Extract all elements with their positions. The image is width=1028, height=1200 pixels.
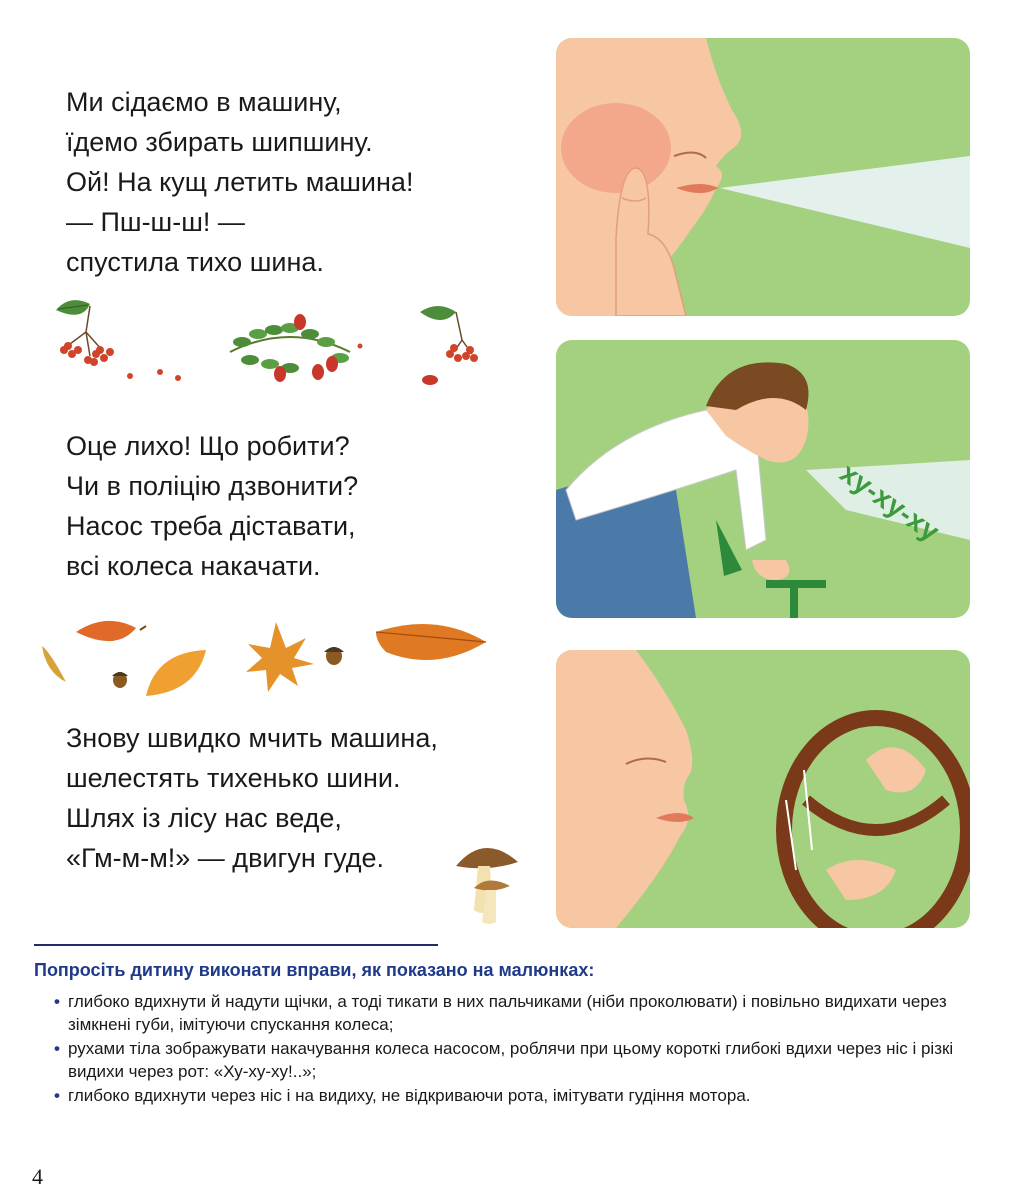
poem-line: «Гм-м-м!» — двигун гуде. — [66, 843, 384, 873]
poem-line: Ми сідаємо в машину, — [66, 87, 342, 117]
illustration-panel-pump — [556, 340, 970, 618]
poem-line: Насос треба діставати, — [66, 511, 356, 541]
autumn-birch-leaf-icon — [146, 650, 206, 696]
yellow-leaf-icon — [42, 646, 66, 682]
autumn-leaves-decoration — [36, 612, 496, 712]
oak-leaf-icon — [376, 624, 486, 660]
poem-line: Ой! На кущ летить машина! — [66, 167, 414, 197]
poem-line: всі колеса накачати. — [66, 551, 321, 581]
child-poking-cheek-illustration — [556, 38, 970, 316]
child-steering-wheel-illustration — [556, 650, 970, 928]
poem-line: Чи в поліцію дзвонити? — [66, 471, 359, 501]
acorn-icon — [324, 647, 344, 665]
poem-stanza-2 — [66, 426, 358, 586]
acorn-icon — [112, 672, 128, 688]
rowan-berries-decoration — [50, 292, 500, 392]
instructions-title: Попросіть дитину виконати вправи, як показано на малюнках: — [34, 960, 595, 980]
orange-leaf-icon — [76, 621, 136, 641]
boy-pumping-tire-illustration — [556, 340, 970, 618]
poem-line: їдемо збирать шипшину. — [66, 127, 373, 157]
instruction-item: • рухами тіла зображувати накачування колеса насосом, роблячи при цьому короткі глибокі вдихи через ніс і різкі видихи через рот: «Ху-ху-ху!..»; — [54, 1039, 954, 1081]
mushrooms-icon — [452, 836, 528, 932]
instruction-item: • глибоко вдихнути через ніс і на видиху, не відкриваючи рота, імітувати гудіння мотора. — [54, 1086, 751, 1105]
poem-line: — Пш-ш-ш! — — [66, 207, 245, 237]
maple-leaf-icon — [246, 622, 314, 692]
poem-stanza-3 — [66, 718, 438, 878]
poem-line: спустила тихо шина. — [66, 247, 324, 277]
illustration-panel-deflate — [556, 38, 970, 316]
rosehip-branch-icon — [230, 314, 350, 382]
rowan-branch-right-icon — [358, 306, 479, 385]
illustration-panel-motor — [556, 650, 970, 928]
instruction-item: • глибоко вдихнути й надути щічки, а тоді тикати в них пальчиками (ніби проколювати) і повільно видихати через зімкнені губи, імітуючи спускання колеса; — [54, 992, 947, 1034]
bullet-icon: • — [54, 1039, 60, 1058]
section-divider — [34, 944, 438, 946]
page-number: 4 — [32, 1164, 43, 1189]
poem-line: шелестять тихенько шини. — [66, 763, 401, 793]
breath-sound-text: ху-ху-ху — [834, 456, 945, 548]
bullet-icon: • — [54, 1086, 60, 1105]
poem-line: Знову швидко мчить машина, — [66, 723, 438, 753]
poem-line: Шлях із лісу нас веде, — [66, 803, 342, 833]
poem-line: Оце лихо! Що робити? — [66, 431, 350, 461]
bullet-icon: • — [54, 992, 60, 1011]
poem-stanza-1 — [66, 82, 413, 282]
rowan-branch-left-icon — [56, 300, 181, 381]
instructions-list — [34, 990, 984, 1108]
down-arrow-icon — [716, 520, 742, 576]
